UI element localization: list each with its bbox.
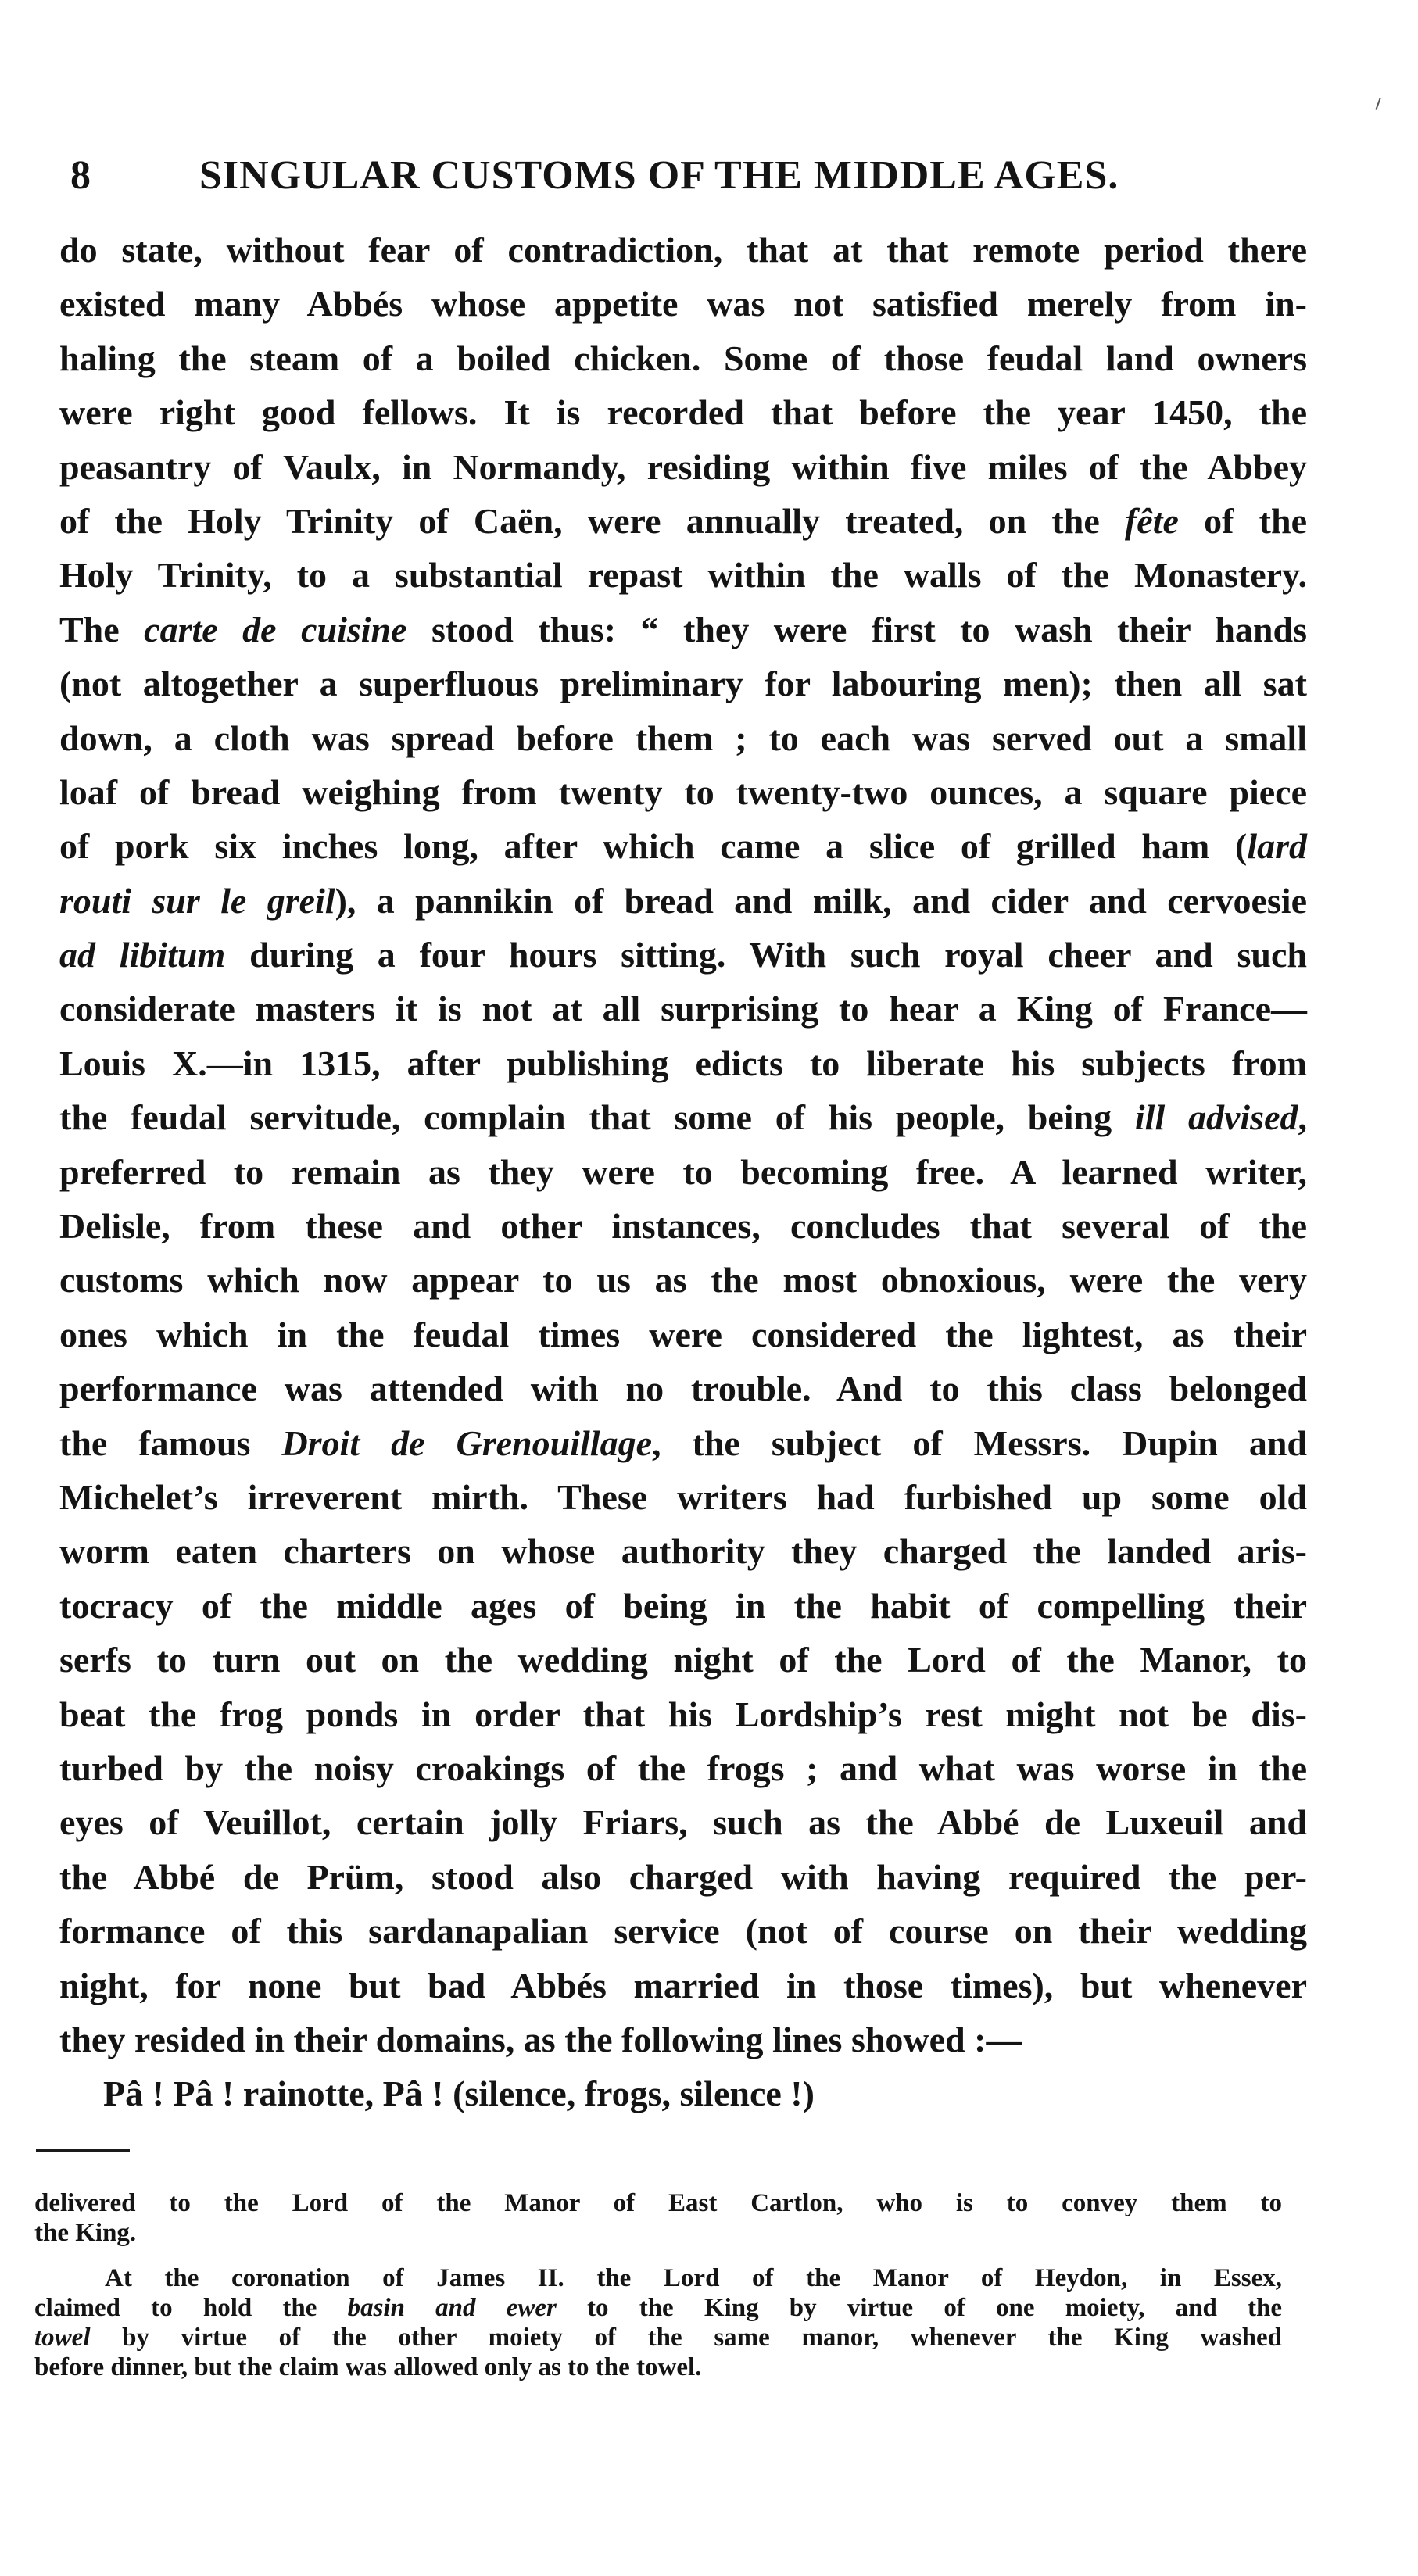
footnote-line: At the coronation of James II. the Lord of the Manor of Heydon, in Essex,: [105, 2264, 1282, 2292]
text-line: (not altogether a superfluous preliminary for labouring men); then all sat: [59, 664, 1307, 704]
text-line: turbed by the noisy croakings of the frogs ; and what was worse in the: [59, 1748, 1307, 1788]
footnote-gap: [34, 2248, 1282, 2263]
text-line: loaf of bread weighing from twenty to twenty-two ounces, a square piece: [59, 771, 1307, 812]
running-title: SINGULAR CUSTOMS OF THE MIDDLE AGES.: [199, 153, 1119, 198]
italic-phrase: carte de cuisine: [144, 609, 407, 649]
text-line: Holy Trinity, to a substantial repast within the walls of the Monastery.: [59, 555, 1307, 596]
text-line: preferred to remain as they were to becoming free. A learned writer,: [59, 1151, 1307, 1192]
text-line: performance was attended with no trouble. And to this class belonged: [59, 1368, 1307, 1409]
text-line: Delisle, from these and other instances, concludes that several of the: [59, 1206, 1307, 1247]
text-line: were right good fellows. It is recorded that before the year 1450, the: [59, 392, 1307, 433]
footnote-line: delivered to the Lord of the Manor of East Cartlon, who is to convey them to: [34, 2189, 1282, 2217]
text-line: existed many Abbés whose appetite was not satisfied merely from in-: [59, 284, 1307, 324]
text-line: The carte de cuisine stood thus: “ they were first to wash their hands: [59, 609, 1307, 649]
text-line: haling the steam of a boiled chicken. Some of those feudal land owners: [59, 338, 1307, 378]
text-line: the feudal servitude, complain that some of his people, being ill advised,: [59, 1097, 1308, 1138]
italic-phrase: ad libitum: [59, 935, 226, 975]
footnotes: [34, 2188, 1282, 2382]
text-line: worm eaten charters on whose authority they charged the landed aris-: [59, 1531, 1307, 1572]
italic-phrase: towel: [34, 2324, 91, 2352]
text-line: ad libitum during a four hours sitting. With such royal cheer and such: [59, 935, 1308, 975]
italic-phrase: ill advised: [1134, 1097, 1298, 1138]
footnote-line: towel by virtue of the other moiety of the same manor, whenever the King washed: [34, 2324, 1282, 2352]
text-line: tocracy of the middle ages of being in the habit of compelling their: [59, 1585, 1307, 1626]
italic-phrase: routi sur le greil: [59, 880, 335, 921]
text-line: eyes of Veuillot, certain jolly Friars, such as the Abbé de Luxeuil and: [59, 1802, 1307, 1843]
text-line: beat the frog ponds in order that his Lordship’s rest might not be dis-: [59, 1694, 1307, 1734]
italic-phrase: Droit de Grenouillage: [281, 1422, 652, 1463]
text-line: peasantry of Vaulx, in Normandy, residing within five miles of the Abbey: [59, 446, 1307, 487]
footnote-line: claimed to hold the basin and ewer to the King by virtue of one moiety, and the: [34, 2294, 1282, 2322]
text-line: formance of this sardanapalian service (not of course on their wedding: [59, 1911, 1307, 1952]
text-line: of pork six inches long, after which came a slice of grilled ham (lard: [59, 826, 1307, 867]
footnote-line: the King.: [34, 2219, 137, 2247]
text-line: routi sur le greil), a pannikin of bread and milk, and cider and cervoesie: [59, 880, 1307, 921]
verse-line: Pâ ! Pâ ! rainotte, Pâ ! (silence, frogs, silence !): [103, 2073, 815, 2114]
footnote-line: before dinner, but the claim was allowed only as to the towel.: [34, 2353, 702, 2381]
page-header: [70, 152, 1204, 207]
body-text: [59, 223, 1307, 2121]
text-line: down, a cloth was spread before them ; to each was served out a small: [59, 717, 1307, 758]
italic-phrase: basin and ewer: [347, 2294, 557, 2322]
text-line: the famous Droit de Grenouillage, the subject of Messrs. Dupin and: [59, 1422, 1308, 1463]
text-line: customs which now appear to us as the most obnoxious, were the very: [59, 1260, 1307, 1301]
text-line: the Abbé de Prüm, stood also charged with having required the per-: [59, 1856, 1307, 1897]
text-line: of the Holy Trinity of Caën, were annually treated, on the fête of the: [59, 500, 1308, 541]
italic-phrase: lard: [1247, 826, 1307, 867]
text-line: ones which in the feudal times were considered the lightest, as their: [59, 1314, 1307, 1354]
text-line: considerate masters it is not at all surprising to hear a King of France—: [59, 989, 1307, 1029]
text-line: night, for none but bad Abbés married in those times), but whenever: [59, 1965, 1307, 2005]
stray-ink-mark: [1375, 98, 1380, 110]
italic-phrase: fête: [1124, 500, 1179, 541]
text-line: serfs to turn out on the wedding night of the Lord of the Manor, to: [59, 1640, 1307, 1680]
text-line: Louis X.—in 1315, after publishing edicts to liberate his subjects from: [59, 1043, 1307, 1083]
footnote-rule: [36, 2149, 130, 2152]
text-line: do state, without fear of contradiction, that at that remote period there: [59, 230, 1307, 270]
page-number: 8: [70, 153, 91, 198]
text-line: they resided in their domains, as the following lines showed :—: [59, 2019, 1022, 2059]
text-line: Michelet’s irreverent mirth. These writers had furbished up some old: [59, 1476, 1307, 1517]
